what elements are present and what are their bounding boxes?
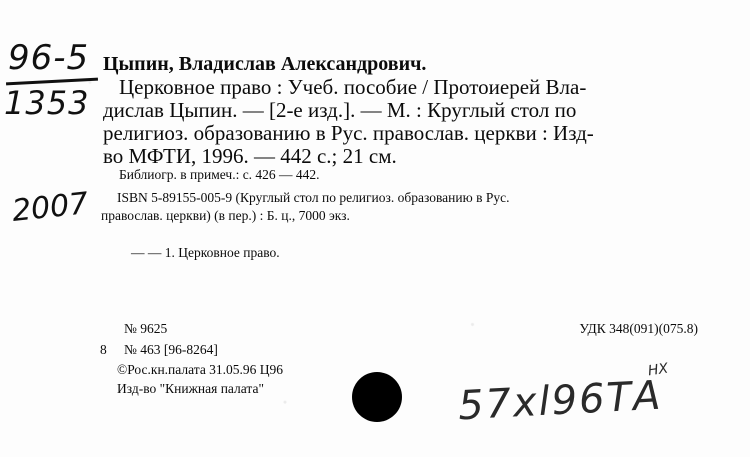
title-line: Церковное право : Учеб. пособие / Протоиерей Вла- [119, 75, 587, 99]
author-heading: Цыпин, Владислав Александрович. [103, 53, 427, 75]
title-line: дислав Цыпин. — [2-е изд.]. — М. : Круглый стол по [103, 98, 577, 122]
card-marker: 8 [100, 342, 107, 357]
subject-heading: — — 1. Церковное право. [131, 245, 280, 260]
isbn-line: ISBN 5-89155-005-9 (Круглый стол по религиоз. образованию в Рус. [117, 190, 510, 205]
udc-code: УДК 348(091)(075.8) [579, 321, 698, 336]
shelfmark-year: 2007 [10, 186, 90, 229]
pencil-small-note: НХ [646, 360, 670, 380]
shelfmark-top: 96-5 [8, 38, 90, 78]
card-number: № 463 [96-8264] [124, 342, 218, 357]
isbn-line: православ. церкви) (в пер.) : Б. ц., 7000 экз. [101, 208, 350, 223]
pencil-inventory-note: 57xl96ТА [456, 372, 664, 430]
copyright-line: ©Рос.кн.палата 31.05.96 Ц96 [117, 362, 284, 377]
title-line: во МФТИ, 1996. — 442 с.; 21 см. [103, 144, 397, 168]
shelfmark-bottom: 1353 [4, 84, 90, 122]
title-line: религиоз. образованию в Рус. православ. церкви : Изд- [103, 121, 594, 145]
bibliography-note: Библиогр. в примеч.: с. 426 — 442. [119, 167, 320, 182]
stamp-dot [352, 372, 402, 422]
record-number: № 9625 [124, 321, 168, 336]
publisher-line: Изд-во "Книжная палата" [117, 381, 264, 396]
